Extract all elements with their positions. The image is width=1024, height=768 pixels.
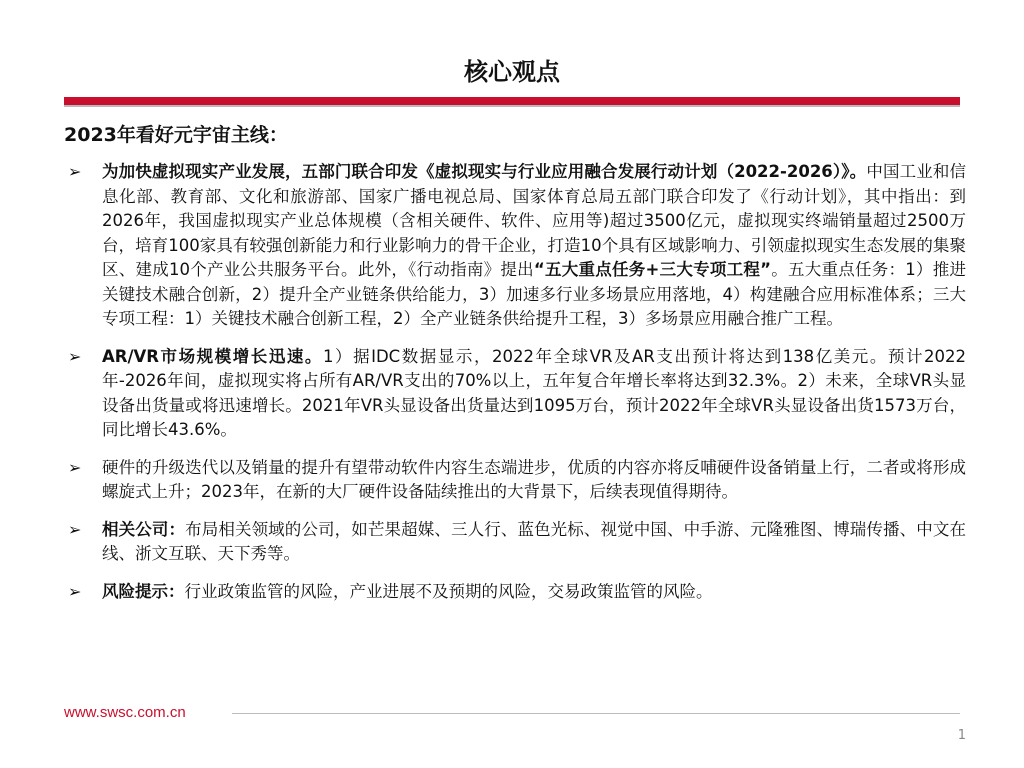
bullet-emphasis: “五大重点任务+三大专项工程” [533,260,771,279]
bullet-text: 。五大重点任务：1）推进关键技术融合创新，2）提升全产业链条供给能力，3）加速多行业多场景应用落地，4）构建融合应用标准体系；三大专项工程：1）关键技术融合创新工程，2）全产业链条供给提升工程，3）多场景应用融合推广工程。 [102,260,967,328]
bullet-vr-policy [64,160,966,332]
arrow-bullet-icon: ➢ [68,519,82,539]
bullet-arvr-market [64,345,966,443]
bullet-related-companies [64,518,966,567]
bullet-text: 中国工业和信息化部、教育部、文化和旅游部、国家广播电视总局、国家体育总局五部门联合印发了《行动计划》，其中指出：到2026年，我国虚拟现实产业总体规模（含相关硬件、软件、应用等)超过3500亿元，虚拟现实终端销量超过2500万台，培育100家具有较强创新能力和行业影响力的骨干企业，打造10个具有区域影响力、引领虚拟现实生态发展的集聚区、建成10个产业公共服务平台。此外，《行动指南》提出 [102,162,966,279]
bullet-text: 硬件的升级迭代以及销量的提升有望带动软件内容生态端进步，优质的内容亦将反哺硬件设备销量上行，二者或将形成螺旋式上升；2023年，在新的大厂硬件设备陆续推出的大背景下，后续表现值得期待。 [102,457,966,501]
bullet-text: 布局相关领域的公司，如芒果超媒、三人行、蓝色光标、视觉中国、中手游、元隆雅图、博瑞传播、中文在线、浙文互联、天下秀等。 [102,519,967,563]
bullet-heading: AR/VR市场规模增长迅速。 [102,346,323,366]
footer-website-link[interactable]: www.swsc.com.cn [64,704,186,721]
arrow-bullet-icon: ➢ [68,346,82,366]
title-divider-bar [64,97,960,105]
footer-divider [232,713,960,714]
arrow-bullet-icon: ➢ [68,457,82,477]
title-divider-shadow [64,105,960,107]
bullet-list [64,160,966,617]
section-subtitle: 2023年看好元宇宙主线： [64,124,288,146]
bullet-text: 行业政策监管的风险，产业进展不及预期的风险，交易政策监管的风险。 [184,581,713,601]
page-title: 核心观点 [464,58,560,86]
arrow-bullet-icon: ➢ [68,162,82,181]
bullet-risk-warning [64,580,966,605]
page-number: 1 [957,728,966,743]
bullet-heading: 相关公司： [102,519,186,539]
bullet-heading: 为加快虚拟现实产业发展，五部门联合印发《虚拟现实与行业应用融合发展行动计划（2022-2026）》。 [102,162,867,181]
arrow-bullet-icon: ➢ [68,581,82,601]
bullet-text: 1）据IDC数据显示，2022年全球VR及AR支出预计将达到138亿美元。预计2022年-2026年间，虚拟现实将占所有AR/VR支出的70%以上，五年复合年增长率将达到32.3%。2）未来，全球VR头显设备出货量或将迅速增长。2021年VR头显设备出货量达到1095万台，预计2022年全球VR头显设备出货1573万台，同比增长43.6%。 [102,346,966,439]
bullet-hardware-upgrade [64,456,966,505]
bullet-heading: 风险提示： [102,581,185,601]
